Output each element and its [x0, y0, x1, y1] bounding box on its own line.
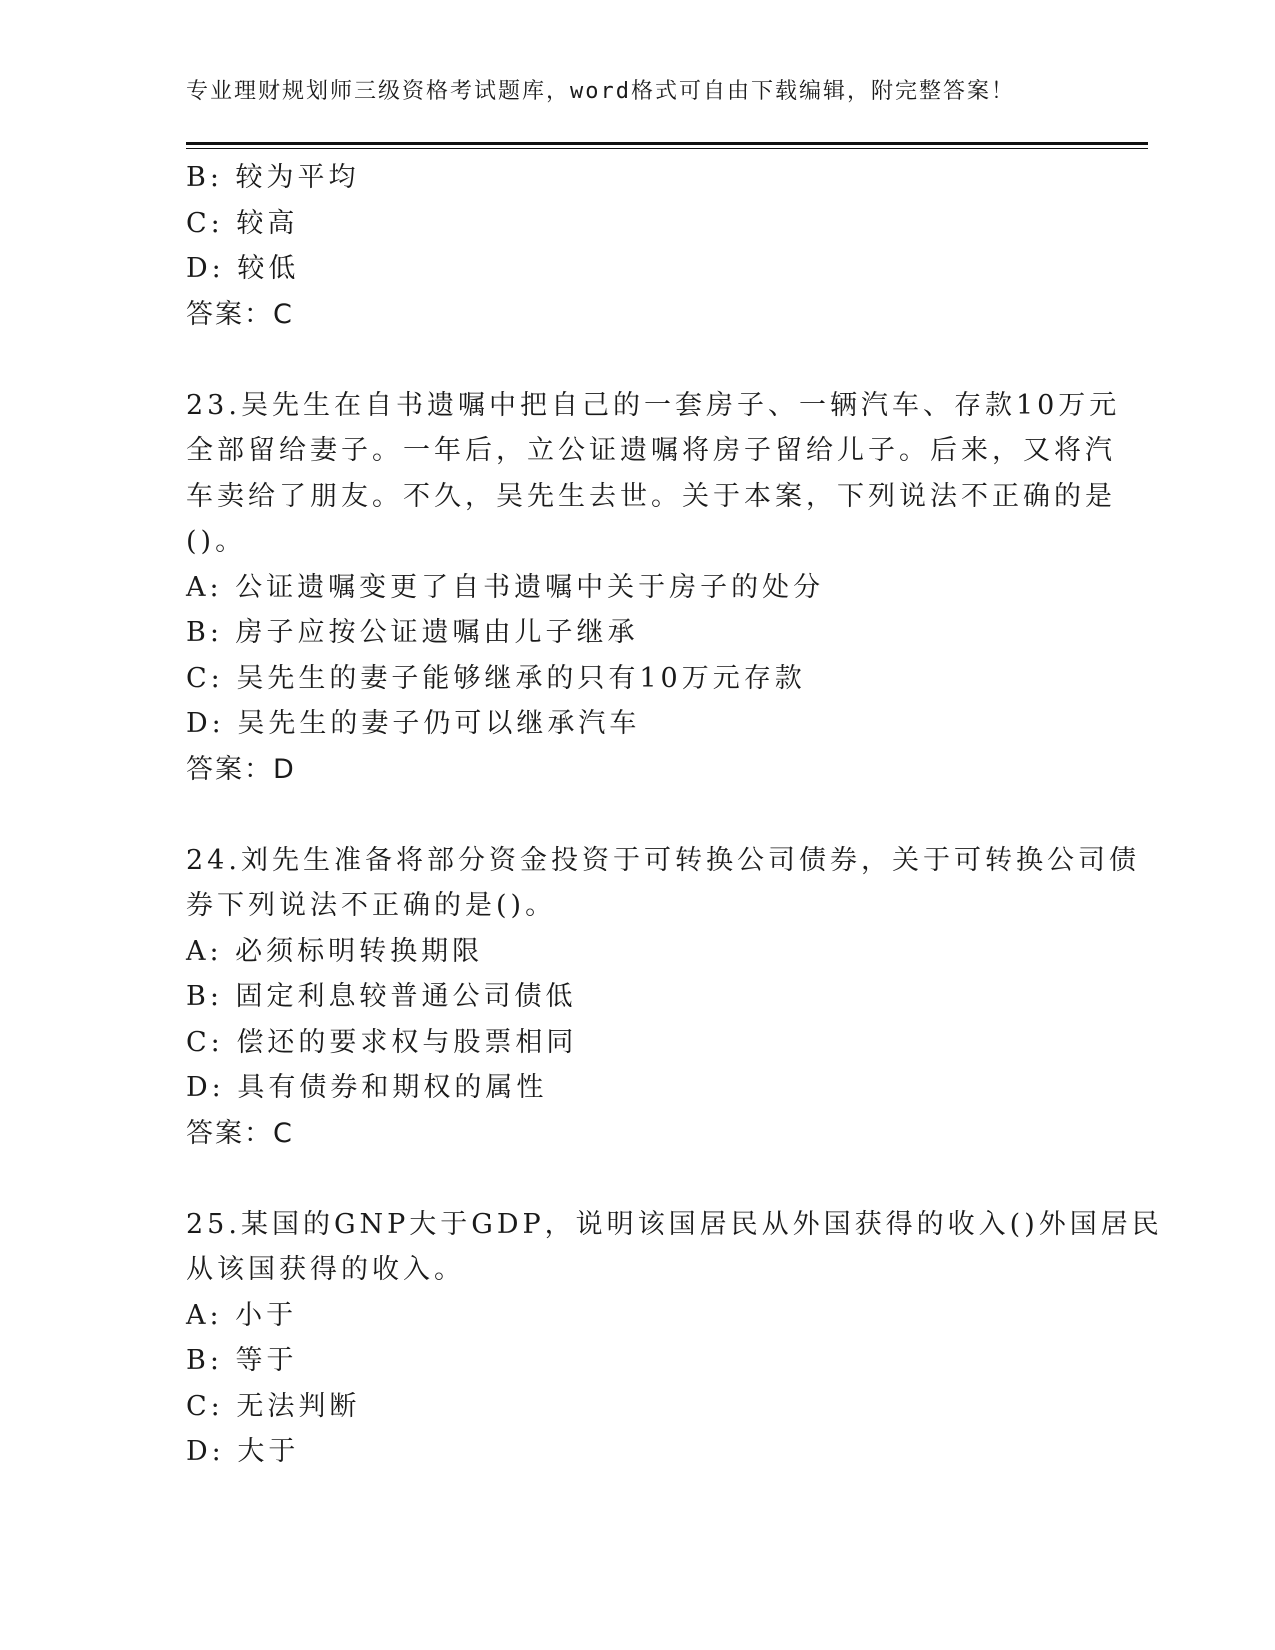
option-d: D: 大于 — [186, 1436, 300, 1467]
spacer — [186, 337, 1086, 383]
option-b: B: 等于 — [186, 1345, 298, 1376]
option-a: A: 必须标明转换期限 — [186, 935, 484, 967]
question-stem-line: 全部留给妻子。一年后，立公证遗嘱将房子留给儿子。后来，又将汽 — [186, 435, 1116, 466]
option-b: B: 房子应按公证遗嘱由儿子继承 — [186, 617, 639, 648]
question-stem-line: 23.吴先生在自书遗嘱中把自己的一套房子、一辆汽车、存款10万元 — [186, 389, 1121, 421]
spacer — [186, 1156, 1086, 1202]
question-stem-line: 24.刘先生准备将部分资金投资于可转换公司债券，关于可转换公司债 — [186, 844, 1140, 876]
page-header: 专业理财规划师三级资格考试题库，word格式可自由下载编辑，附完整答案！ — [186, 79, 1015, 104]
option-b: B: 较为平均 — [186, 162, 360, 193]
option-c: C: 无法判断 — [186, 1390, 361, 1422]
question-content — [186, 155, 1163, 1475]
option-d: D: 吴先生的妻子仍可以继承汽车 — [186, 708, 641, 739]
question-stem-line: ()。 — [186, 526, 247, 557]
question-25 — [186, 1202, 1163, 1475]
answer-line: 答案：D — [186, 753, 296, 785]
header-divider-thin — [186, 148, 1148, 149]
option-d: D: 较低 — [186, 253, 300, 284]
option-c: C: 较高 — [186, 207, 299, 239]
question-stem-line: 券下列说法不正确的是()。 — [186, 890, 557, 921]
option-b: B: 固定利息较普通公司债低 — [186, 981, 577, 1012]
option-a: A: 小于 — [186, 1299, 298, 1331]
answer-line: 答案：C — [186, 1117, 294, 1149]
prev-question — [186, 155, 1086, 337]
question-23 — [186, 383, 1121, 793]
option-d: D: 具有债券和期权的属性 — [186, 1072, 548, 1103]
header-divider-thick — [186, 142, 1148, 145]
question-stem-line: 车卖给了朋友。不久，吴先生去世。关于本案，下列说法不正确的是 — [186, 480, 1116, 512]
option-c: C: 偿还的要求权与股票相同 — [186, 1026, 578, 1058]
option-a: A: 公证遗嘱变更了自书遗嘱中关于房子的处分 — [186, 571, 825, 603]
question-stem-line: 25.某国的GNP大于GDP，说明该国居民从外国获得的收入()外国居民 — [186, 1208, 1163, 1240]
answer-line: 答案：C — [186, 298, 294, 330]
question-stem-line: 从该国获得的收入。 — [186, 1254, 465, 1285]
option-c: C: 吴先生的妻子能够继承的只有10万元存款 — [186, 662, 806, 694]
spacer — [186, 792, 1086, 838]
question-24 — [186, 838, 1140, 1157]
